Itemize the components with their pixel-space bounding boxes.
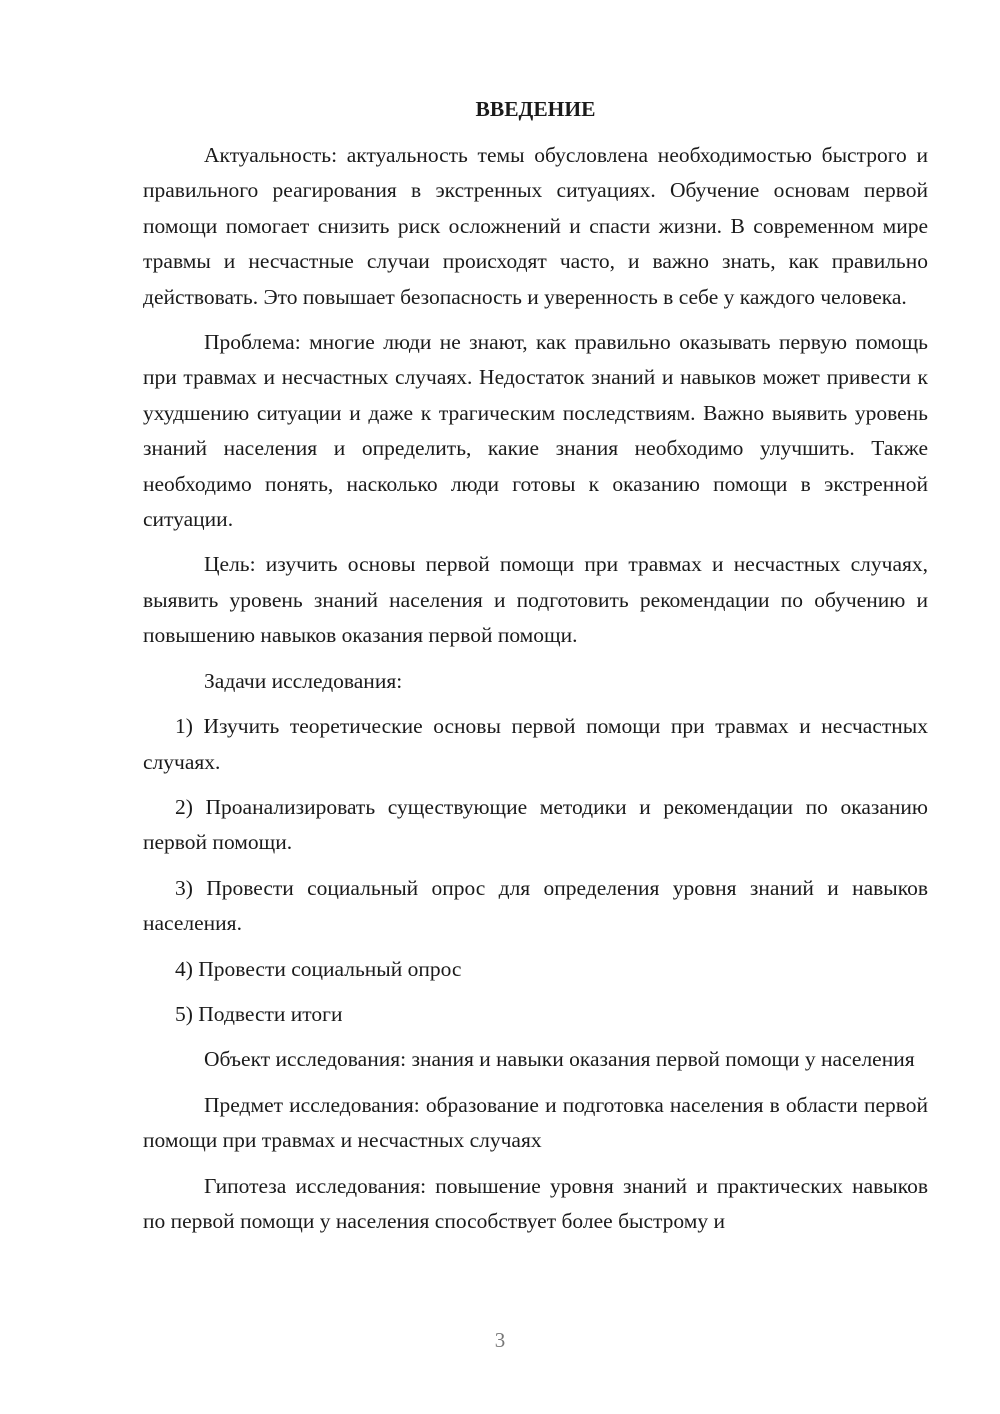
paragraph-problem: Проблема: многие люди не знают, как правильно оказывать первую помощь при травмах и несчастных случаях. Недостаток знаний и навыков может привести к ухудшению ситуации и даже к трагическим последствиям. Важно выявить уровень знаний населения и определить, какие знания необходимо улучшить. Также необходимо понять, насколько люди готовы к оказанию помощи в экстренной ситуации. <box>143 330 928 532</box>
paragraph-subject: Предмет исследования: образование и подготовка населения в области первой помощи при травмах и несчастных случаях <box>143 1092 928 1153</box>
paragraph-relevance: Актуальность: актуальность темы обусловлена необходимостью быстрого и правильного реагирования в экстренных ситуациях. Обучение основам первой помощи помогает снизить риск осложнений и спасти жизни. В современном мире травмы и несчастные случаи происходят часто, и важно знать, как правильно действовать. Это повышает безопасность и уверенность в себе у каждого человека. <box>143 143 928 309</box>
paragraph-goal: Цель: изучить основы первой помощи при травмах и несчастных случаях, выявить уровень знаний населения и подготовить рекомендации по обучению и повышению навыков оказания первой помощи. <box>143 552 928 648</box>
paragraph-object: Объект исследования: знания и навыки оказания первой помощи у населения <box>204 1047 915 1072</box>
task-item-5: 5) Подвести итоги <box>175 1001 343 1026</box>
document-page <box>143 92 928 1249</box>
paragraph-hypothesis: Гипотеза исследования: повышение уровня знаний и практических навыков по первой помощи у населения способствует более быстрому и <box>143 1173 928 1233</box>
section-title: ВВЕДЕНИЕ <box>475 97 596 121</box>
task-item-4: 4) Провести социальный опрос <box>175 956 462 981</box>
task-item-1: 1) Изучить теоретические основы первой помощи при травмах и несчастных случаях. <box>143 714 928 774</box>
task-item-2: 2) Проанализировать существующие методики и рекомендации по оказанию первой помощи. <box>143 794 928 855</box>
page-number: 3 <box>494 1328 506 1352</box>
task-item-3: 3) Провести социальный опрос для определения уровня знаний и навыков населения. <box>143 875 928 936</box>
tasks-heading: Задачи исследования: <box>204 668 403 693</box>
